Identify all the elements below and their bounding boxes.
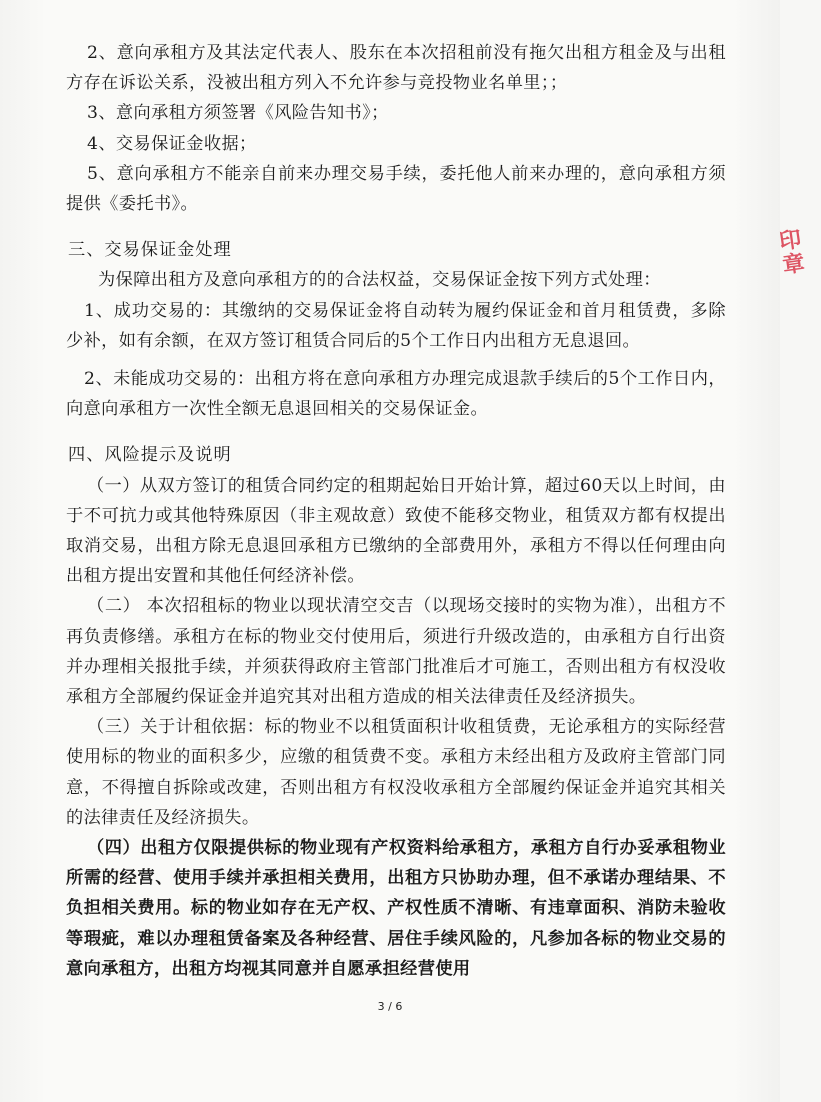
section-4-item-1: （一）从双方签订的租赁合同约定的租期起始日开始计算，超过60天以上时间，由于不可抗力或其他特殊原因（非主观故意）致使不能移交物业，租赁双方都有权提出取消交易，出租方除无息退回承租方已缴纳的全部费用外，承租方不得以任何理由向出租方提出安置和其他任何经济补偿。 xyxy=(66,475,726,587)
paragraph-item-2: 2、意向承租方及其法定代表人、股东在本次招租前没有拖欠出租方租金及与出租方存在诉讼关系，没被出租方列入不允许参与竞投物业名单里；； xyxy=(66,43,726,94)
section-4-item-3: （三）关于计租依据：标的物业不以租赁面积计收租赁费，无论承租方的实际经营使用标的物业的面积多少，应缴的租赁费不变。承租方未经出租方及政府主管部门同意，不得擅自拆除或改建，否则出租方有权没收承租方全部履约保证金并追究其相关的法律责任及经济损失。 xyxy=(66,717,726,828)
section-gap xyxy=(66,219,726,235)
paragraph-item-3: 3、意向承租方须签署《风险告知书》； xyxy=(87,103,389,124)
section-4-heading: 四、风险提示及说明 xyxy=(68,445,232,466)
section-3-heading: 三、交易保证金处理 xyxy=(68,240,232,261)
paragraph-item-4: 4、交易保证金收据； xyxy=(87,133,257,154)
paragraph-item-5: 5、意向承租方不能亲自前来办理交易手续，委托他人前来办理的，意向承租方须提供《委托书》。 xyxy=(66,163,726,215)
document-body xyxy=(66,38,726,984)
section-4-item-4: （四）出租方仅限提供标的物业现有产权资料给承租方，承租方自行办妥承租物业所需的经营、使用手续并承担相关费用，出租方只协助办理，但不承诺办理结果、不负担相关费用。标的物业如存在无产权、产权性质不清晰、有违章面积、消防未验收等瑕疵，难以办理租赁备案及各种经营、居住手续风险的，凡参加各标的物业交易的意向承租方，出租方均视其同意并自愿承担经营使用 xyxy=(66,838,726,979)
section-3-intro: 为保障出租方及意向承租方的的合法权益，交易保证金按下列方式处理： xyxy=(98,270,661,291)
section-3-item-2: 2、未能成功交易的：出租方将在意向承租方办理完成退款手续后的5个工作日内，向意向承租方一次性全额无息退回相关的交易保证金。 xyxy=(66,369,726,420)
section-gap xyxy=(66,424,726,440)
page-number: 3 / 6 xyxy=(377,1000,403,1013)
section-3-item-1: 1、成功交易的：其缴纳的交易保证金将自动转为履约保证金和首月租赁费，多除少补，如有余额，在双方签订租赁合同后的5个工作日内出租方无息退回。 xyxy=(66,300,726,351)
red-seal-stamp-icon: 印章 xyxy=(774,226,806,278)
section-4-item-2: （二） 本次招租标的物业以现状清空交吉（以现场交接时的实物为准），出租方不再负责修缮。承租方在标的物业交付使用后，须进行升级改造的，由承租方自行出资并办理相关报批手续，并须获得政府主管部门批准后才可施工，否则出租方有权没收承租方全部履约保证金并追究其对出租方造成的相关法律责任及经济损失。 xyxy=(66,596,726,708)
